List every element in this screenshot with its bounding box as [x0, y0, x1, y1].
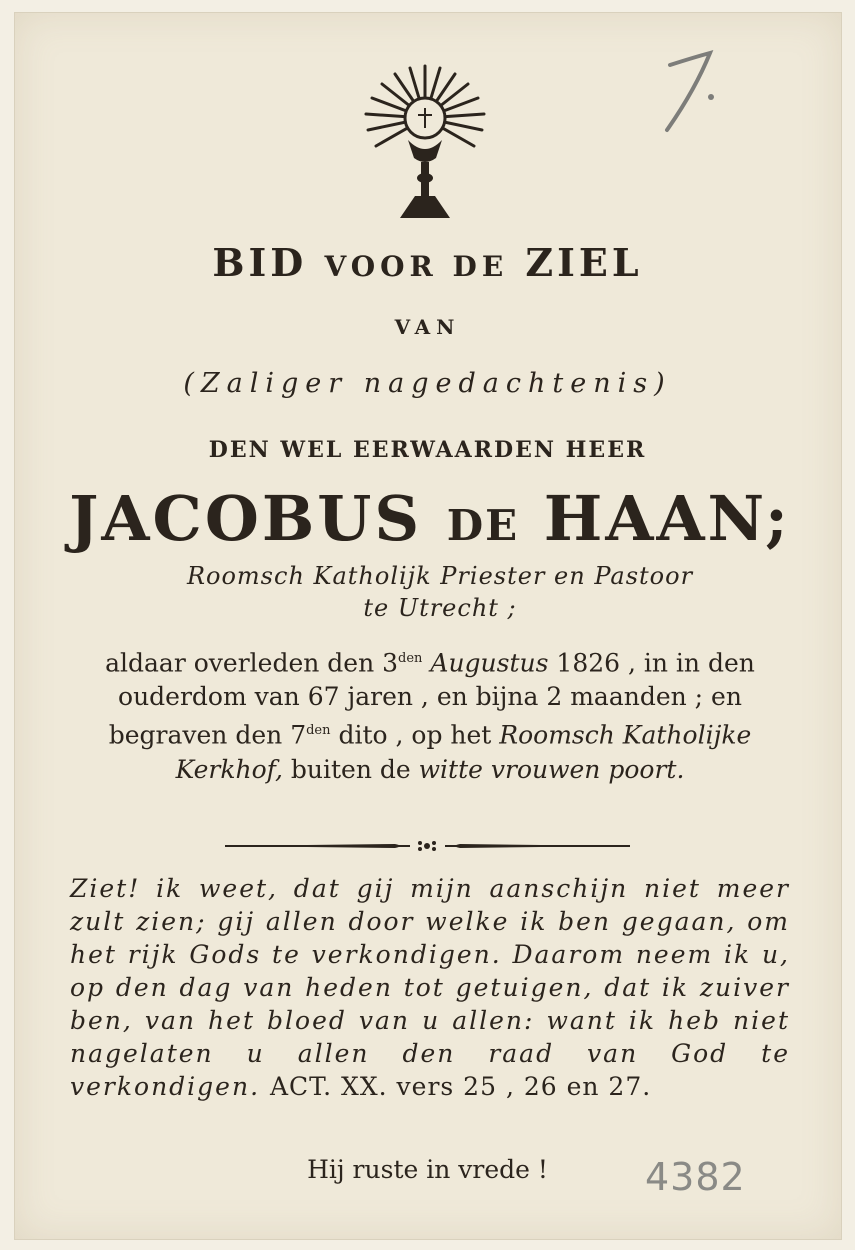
- obit-gate: witte vrouwen poort.: [418, 754, 685, 784]
- closing-line: Hij ruste in vrede !: [307, 1155, 548, 1184]
- name-first: JACOBUS: [69, 482, 423, 555]
- name-last: HAAN: [543, 482, 766, 555]
- van-label: VAN: [394, 315, 461, 339]
- obit-sup-1: den: [398, 651, 423, 666]
- deceased-name: [30, 482, 830, 555]
- inventory-number: 4382: [645, 1155, 746, 1199]
- obit-place: Roomsch Katholijke Kerkhof,: [175, 720, 752, 784]
- header-voor-de: VOOR DE: [324, 250, 509, 283]
- name-punct: ;: [765, 482, 791, 555]
- obit-part-1: aldaar overleden den 3: [105, 648, 399, 678]
- obituary-text: [70, 642, 790, 787]
- obit-part-2: 1826 , in in den ouderdom van 67 jaren , en bijna 2 maanden ; en begraven den 7: [108, 648, 755, 750]
- header-bid: BID: [212, 240, 308, 285]
- monstrance-icon: [360, 58, 490, 228]
- role-text: [60, 560, 820, 624]
- header-ziel: ZIEL: [525, 240, 643, 285]
- obit-sup-2: den: [306, 723, 331, 739]
- pencil-mark: [655, 45, 725, 135]
- obit-part-4: buiten de: [290, 754, 411, 784]
- zaliger-line: (Zaliger nagedachtenis): [183, 368, 672, 399]
- ornamental-divider: [225, 838, 630, 854]
- obit-month: Augustus: [430, 648, 549, 678]
- name-de: DE: [446, 501, 520, 550]
- obit-part-3: dito , op het: [338, 720, 492, 750]
- role-line-1: Roomsch Katholijk Priester en Pastoor: [186, 562, 694, 590]
- quote-reference: ACT. XX. vers 25 , 26 en 27.: [269, 1072, 652, 1101]
- role-line-2: te Utrecht ;: [363, 594, 517, 622]
- title-heer: DEN WEL EERWAARDEN HEER: [208, 437, 647, 463]
- scripture-quote: [70, 872, 790, 1103]
- header-title: [0, 240, 855, 285]
- quote-text: Ziet! ik weet, dat gij mijn aanschijn niet meer zult zien; gij allen door welke ik ben gegaan, om het rijk Gods te verkondigen. Daarom neem ik u, op den dag van heden tot getuigen, dat ik zuiver ben, van het bloed van u allen: want ik heb niet nagelaten u allen den raad van God te verkondigen.: [70, 874, 790, 1101]
